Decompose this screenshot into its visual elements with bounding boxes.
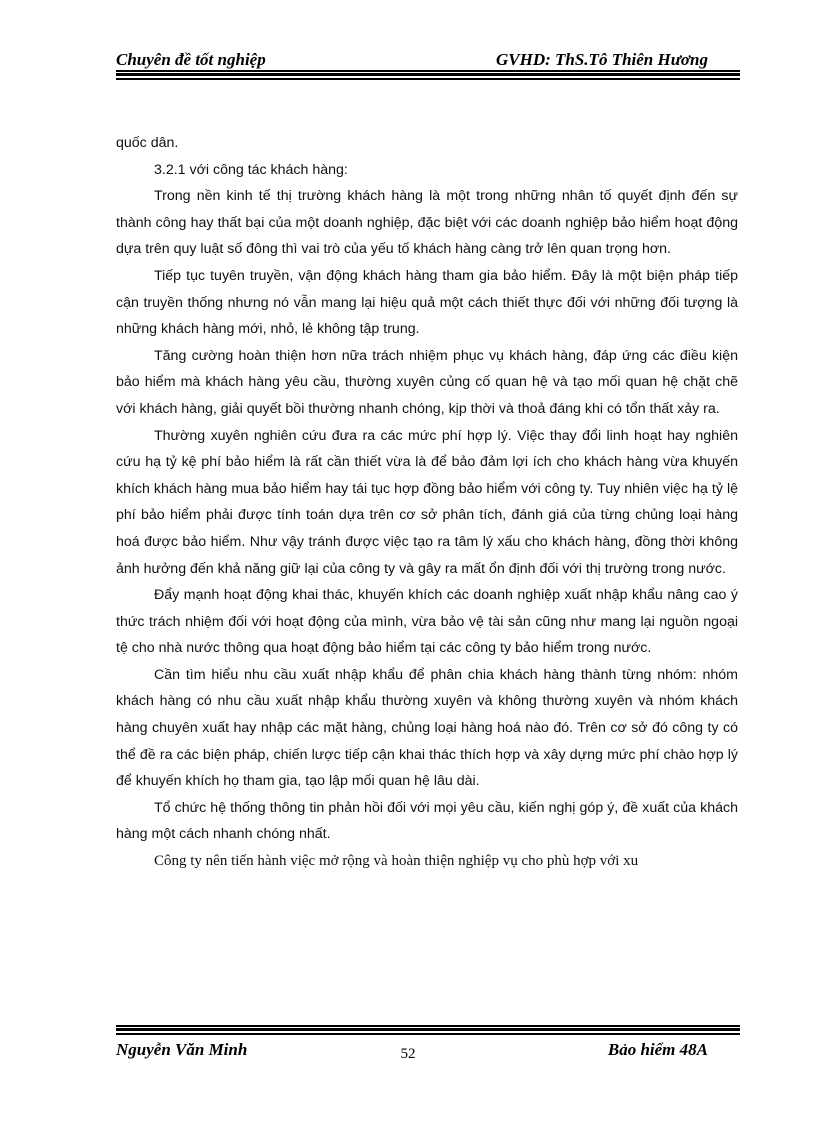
header-advisor: GVHD: ThS.Tô Thiên Hương [495,50,708,69]
paragraph-last: Công ty nên tiến hành việc mở rộng và hoàn thiện nghiệp vụ cho phù hợp với xu [154,853,639,870]
footer-rule-thick [116,1028,740,1031]
section-heading: 3.2.1 với công tác khách hàng: [154,161,348,178]
header-rule-thin-top [116,70,740,72]
footer-author: Nguyễn Văn Minh [116,1040,248,1059]
paragraph: Thường xuyên nghiên cứu đưa ra các mức phí hợp lý. Việc thay đổi linh hoạt hay nghiên cứu hạ tỷ kệ phí bảo hiểm là rất cần thiết vừa là để bảo đảm lợi ích cho khách hàng vừa khuyến khích khách hàng mua bảo hiểm hay tái tục hợp đồng bảo hiểm với công ty. Tuy nhiên việc hạ tỷ lệ phí bảo hiểm phải được tính toán dựa trên cơ sở phân tích, đánh giá của từng chủng loại hàng hoá được bảo hiểm. Như vậy tránh được việc tạo ra tâm lý xấu cho khách hàng, đồng thời không ảnh hưởng đến khả năng giữ lại của công ty và gây ra mất ổn định đối với thị trường trong nước. [116,427,738,577]
page-number: 52 [400,1046,416,1062]
header-title: Chuyên đề tốt nghiệp [116,50,266,69]
header-rule-thick [116,73,740,76]
paragraph: Đẩy mạnh hoạt động khai thác, khuyến khích các doanh nghiệp xuất nhập khẩu nâng cao ý thức trách nhiệm đối với hoạt động của mình, vừa bảo vệ tài sản cũng như mang lại nguồn ngoại tệ cho nhà nước thông qua hoạt động bảo hiểm tại các công ty bảo hiểm trong nước. [116,587,738,657]
paragraph: Tăng cường hoàn thiện hơn nữa trách nhiệm phục vụ khách hàng, đáp ứng các điều kiện bảo hiểm mà khách hàng yêu cầu, thường xuyên củng cố quan hệ và tạo mối quan hệ chặt chẽ với khách hàng, giải quyết bồi thường nhanh chóng, kịp thời và thoả đáng khi có tổn thất xảy ra. [116,347,738,417]
header-rule-thin-bottom [116,78,740,80]
paragraph: Tổ chức hệ thống thông tin phản hồi đối với mọi yêu cầu, kiến nghị góp ý, đề xuất của khách hàng một cách nhanh chóng nhất. [116,799,738,843]
paragraph: Trong nền kinh tế thị trường khách hàng là một trong những nhân tố quyết định đến sự thành công hay thất bại của một doanh nghiệp, đặc biệt với các doanh nghiệp bảo hiểm hoạt động dựa trên quy luật số đông thì vai trò của yếu tố khách hàng càng trở lên quan trọng hơn. [116,188,738,258]
paragraph: Cần tìm hiểu nhu cầu xuất nhập khẩu để phân chia khách hàng thành từng nhóm: nhóm khách hàng có nhu cầu xuất nhập khẩu thường xuyên và không thường xuyên và nhóm khách hàng chuyên xuất hay nhập các mặt hàng, chủng loại hàng hoá nào đó. Trên cơ sở đó công ty có thể đề ra các biện pháp, chiến lược tiếp cận khai thác thích hợp và xây dựng mức phí chào hợp lý để khuyến khích họ tham gia, tạo lập mối quan hệ lâu dài. [116,666,738,790]
body-text [116,130,738,875]
paragraph: Tiếp tục tuyên truyền, vận động khách hàng tham gia bảo hiểm. Đây là một biện pháp tiếp cận truyền thống nhưng nó vẫn mang lại hiệu quả một cách thiết thực đối với những đối tượng là những khách hàng mới, nhỏ, lẻ không tập trung. [116,267,738,338]
paragraph-continuation: quốc dân. [116,135,179,151]
footer-class: Bảo hiểm 48A [607,1040,708,1059]
footer-rule-thin-bottom [116,1033,740,1035]
footer-rule-thin-top [116,1025,740,1027]
